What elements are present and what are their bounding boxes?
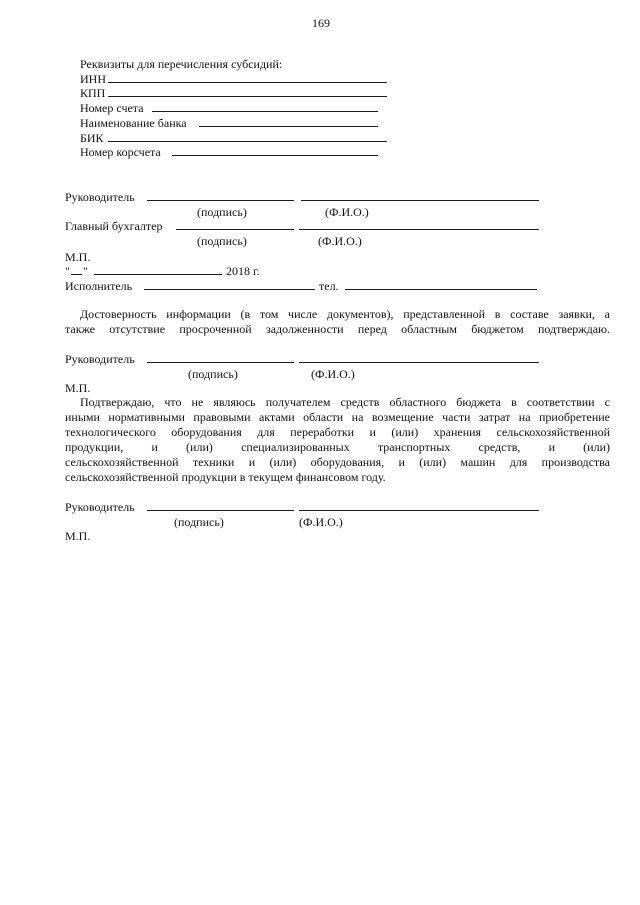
- kpp-field[interactable]: [108, 96, 387, 97]
- phone-field[interactable]: [345, 289, 537, 290]
- page-number: 169: [312, 16, 330, 30]
- confirmation-2-line-5: сельскохозяйственной техники и (или) оборудования, и (или) машин для производства: [65, 455, 610, 469]
- head-signature-hint: (подпись): [197, 205, 247, 219]
- bank-label: Наименование банка: [80, 116, 187, 130]
- head-signature-hint-2: (подпись): [188, 367, 238, 381]
- accountant-fio-hint: (Ф.И.О.): [318, 234, 362, 248]
- stamp-label: М.П.: [65, 250, 91, 264]
- executor-field[interactable]: [144, 289, 315, 290]
- date-month-field[interactable]: [94, 274, 222, 275]
- stamp-label-3: М.П.: [65, 529, 91, 543]
- confirmation-2-line-4: продукции, и (или) специализированных транспортных средств, и (или): [65, 440, 610, 454]
- head-fio-line-3[interactable]: [299, 510, 539, 511]
- inn-field[interactable]: [108, 82, 387, 83]
- accountant-signature-hint: (подпись): [197, 234, 247, 248]
- date-quote-open: ": [65, 264, 70, 278]
- date-year: 2018 г.: [226, 264, 260, 278]
- date-day-field[interactable]: [71, 274, 82, 275]
- account-label: Номер счета: [80, 101, 144, 115]
- head-label-3: Руководитель: [65, 500, 135, 514]
- accountant-label: Главный бухгалтер: [65, 219, 163, 233]
- bik-field[interactable]: [108, 141, 387, 142]
- head-signature-line-3[interactable]: [147, 510, 294, 511]
- head-fio-line[interactable]: [301, 200, 539, 201]
- corr-account-field[interactable]: [172, 155, 378, 156]
- confirmation-1-line-1: Достоверность информации (в том числе документов), представленной в составе заявки, а: [80, 307, 610, 321]
- head-signature-hint-3: (подпись): [174, 515, 224, 529]
- bik-label: БИК: [80, 131, 104, 145]
- executor-label: Исполнитель: [65, 279, 133, 293]
- head-label: Руководитель: [65, 190, 135, 204]
- phone-label: тел.: [319, 279, 339, 293]
- requisites-title: Реквизиты для перечисления субсидий:: [80, 57, 283, 71]
- accountant-signature-line[interactable]: [176, 229, 294, 230]
- head-label-2: Руководитель: [65, 352, 135, 366]
- stamp-label-2: М.П.: [65, 381, 91, 395]
- account-field[interactable]: [152, 111, 378, 112]
- accountant-fio-line[interactable]: [299, 229, 539, 230]
- date-quote-close: ": [83, 264, 88, 278]
- head-fio-hint: (Ф.И.О.): [325, 205, 369, 219]
- inn-label: ИНН: [80, 72, 106, 86]
- kpp-label: КПП: [80, 86, 106, 100]
- head-signature-line[interactable]: [147, 200, 294, 201]
- head-fio-hint-2: (Ф.И.О.): [311, 367, 355, 381]
- confirmation-1-line-2: также отсутствие просроченной задолженности перед областным бюджетом подтверждаю.: [65, 322, 610, 336]
- confirmation-2-line-1: Подтверждаю, что не являюсь получателем средств областного бюджета в соответствии с: [80, 395, 610, 409]
- head-fio-hint-3: (Ф.И.О.): [299, 515, 343, 529]
- bank-field[interactable]: [199, 126, 378, 127]
- head-fio-line-2[interactable]: [299, 362, 539, 363]
- corr-account-label: Номер корсчета: [80, 145, 161, 159]
- confirmation-2-line-2: иными нормативными правовыми актами области на возмещение части затрат на приобретение: [65, 410, 610, 424]
- confirmation-2-line-3: технологического оборудования для переработки и (или) хранения сельскохозяйственной: [65, 425, 610, 439]
- confirmation-2-line-6: сельскохозяйственной продукции в текущем финансовом году.: [65, 470, 386, 484]
- head-signature-line-2[interactable]: [147, 362, 294, 363]
